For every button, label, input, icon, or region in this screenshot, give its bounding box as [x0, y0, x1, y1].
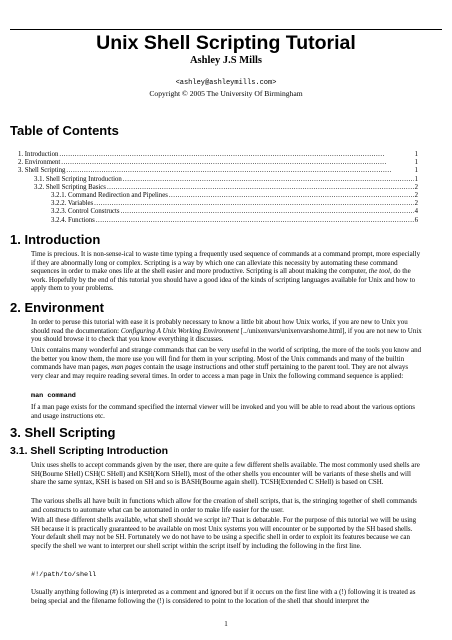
- toc-entry-label: 3.2.1. Command Redirection and Pipelines: [51, 191, 168, 199]
- toc-dot-leader: [61, 159, 413, 167]
- author-email: <ashley@ashleymills.com>: [175, 79, 277, 87]
- toc-dot-leader: [169, 192, 414, 200]
- shell-scripting-paragraph-2: The various shells all have built in functions which allow for the creation of shell scripts, that is, the stringing together of shell commands and constructs to automate what can be automated in order to make life easier for the user.: [31, 497, 417, 514]
- toc-entry-environment[interactable]: [18, 159, 418, 167]
- toc-entry-page: 1: [414, 175, 418, 183]
- page-number: 1: [224, 620, 228, 628]
- toc-entry-shell-scripting-basics[interactable]: [18, 184, 418, 192]
- toc-entry-page: 2: [414, 200, 418, 208]
- toc-entry-label: 3.2.3. Control Constructs: [51, 208, 120, 216]
- toc-entry-page: 1: [414, 159, 418, 167]
- toc-entry-label: 3.2.2. Variables: [51, 200, 94, 208]
- toc-entry-page: 6: [414, 216, 418, 224]
- environment-paragraph-2: [31, 346, 422, 380]
- shebang-code: #!/path/to/shell: [31, 571, 97, 579]
- toc-entry-shell-scripting[interactable]: [18, 167, 418, 175]
- shell-scripting-paragraph-4: Usually anything following (#) is interpreted as a comment and ignored but if it occurs on the first line with a (!) following it is treated as being special and the filename following the (!) is considered to point to the location of the shell that should interpret the: [31, 588, 416, 605]
- introduction-text: Time is precious. It is non-sense-ical to waste time typing a frequently used sequence of commands at a command prompt, more especially if they are abnormally long or complex. Scripting is a way by which one can alleviate this necessity by automating these command sequences in order to make ones life at the shell easier and more productive. Scripting is all about making the computer,: [31, 250, 421, 276]
- introduction-paragraph: [31, 250, 422, 293]
- author-name: Ashley J.S Mills: [189, 55, 263, 66]
- toc-entry-page: 1: [414, 167, 418, 175]
- toc-dot-leader: [107, 184, 414, 192]
- toc-entry-page: 1: [414, 151, 418, 158]
- section-heading-introduction: 1. Introduction: [10, 232, 101, 247]
- toc-entry-label: 1. Introduction: [18, 151, 59, 158]
- toc-dot-leader: [66, 167, 413, 175]
- environment-paragraph-3: If a man page exists for the command specified the internal viewer will be invoked and you will be able to read about the various options and usage instructions etc.: [31, 403, 415, 420]
- toc-entry-page: 2: [414, 183, 418, 191]
- document-title: Unix Shell Scripting Tutorial: [96, 32, 356, 54]
- environment-paragraph-1: [31, 318, 422, 344]
- subsection-heading-shell-scripting-introduction: 3.1. Shell Scripting Introduction: [10, 445, 169, 457]
- toc-dot-leader: [96, 217, 414, 225]
- toc-entry-label: 3.1. Shell Scripting Introduction: [34, 175, 122, 183]
- toc-entry-page: 4: [414, 208, 418, 216]
- shell-scripting-paragraph-1: Unix uses shells to accept commands given by the user, there are quite a few different shells available. The most commonly used shells are SH(Bourne SHell) CSH(C SHell) and KSH(Korn SHell), most of the other shells you encounter will be variants of these shells and will share the same syntax, KSH is based on SH and so is BASH(Bourne again shell). TCSH(Extended C SHell) is based on CSH.: [31, 461, 420, 487]
- toc-entry-variables[interactable]: [18, 200, 418, 208]
- toc-entry-introduction[interactable]: [18, 151, 418, 159]
- copyright-notice: Copyright © 2005 The University Of Birmingham: [149, 89, 303, 98]
- header-rule: [10, 29, 442, 30]
- introduction-text-continued: , do the work. Hopefully by the end of this tutorial you should have a good idea of the kinds of scripting languages available for Unix and how to apply them to your problems.: [31, 267, 416, 293]
- man-command-code: man command: [31, 392, 76, 400]
- environment-text-continued: [../unixenvars/unixenvarshome.html], if you are not new to Unix you should browse it to check that you know everything it discusses.: [31, 326, 422, 344]
- environment-text: In order to peruse this tutorial with ease it is probably necessary to know a little bit about how Unix works, if you are new to Unix you should read the documentation:: [31, 318, 408, 335]
- toc-dot-leader: [94, 200, 413, 208]
- toc-dot-leader: [59, 151, 413, 159]
- environment-text-continued: contain the usage instructions and other stuff pertaining to the parent tool. They are not always very clear and may require reading several times. In order to access a man page in Unix the following command sequence is applied:: [31, 363, 409, 380]
- toc-entry-label: 3.2. Shell Scripting Basics: [34, 183, 106, 191]
- toc-entry-label: 2. Environment: [18, 159, 61, 167]
- toc-dot-leader: [121, 208, 414, 216]
- toc-entry-command-redirection[interactable]: [18, 192, 418, 200]
- toc-entry-label: 3. Shell Scripting: [18, 167, 66, 175]
- toc-entry-control-constructs[interactable]: [18, 208, 418, 216]
- table-of-contents: [18, 151, 418, 225]
- environment-text: Unix contains many wonderful and strange commands that can be very useful in the world of scripting, the more of the tools you know and the better you know them, the more use you will find for them in your scripting. Most of the Unix commands and many of the builtin commands have man pages,: [31, 346, 422, 372]
- toc-dot-leader: [123, 176, 414, 184]
- man-pages-emphasis: man pages: [111, 363, 142, 372]
- toc-heading: Table of Contents: [10, 123, 119, 138]
- section-heading-environment: 2. Environment: [10, 300, 104, 315]
- toc-entry-label: 3.2.4. Functions: [51, 216, 95, 224]
- toc-entry-page: 2: [414, 191, 418, 199]
- introduction-emphasis: the tool: [368, 267, 390, 276]
- environment-doc-link[interactable]: Configuring A Unix Working Environment: [120, 326, 240, 335]
- shell-scripting-paragraph-3: With all these different shells available, what shell should we script in? That is debatable. For the purpose of this tutorial we will be using SH because it is practically guaranteed to be available on most Unix systems you will encounter or be supported by the SH based shells. Your default shell may not be SH. Fortunately we do not have to be using a specific shell in order to exploit its features because we can specify the shell we want to interpret our shell script within the script itself by including the following in the first line.: [31, 516, 417, 550]
- section-heading-shell-scripting: 3. Shell Scripting: [10, 425, 116, 440]
- toc-entry-functions[interactable]: [18, 217, 418, 225]
- toc-entry-shell-scripting-introduction[interactable]: [18, 176, 418, 184]
